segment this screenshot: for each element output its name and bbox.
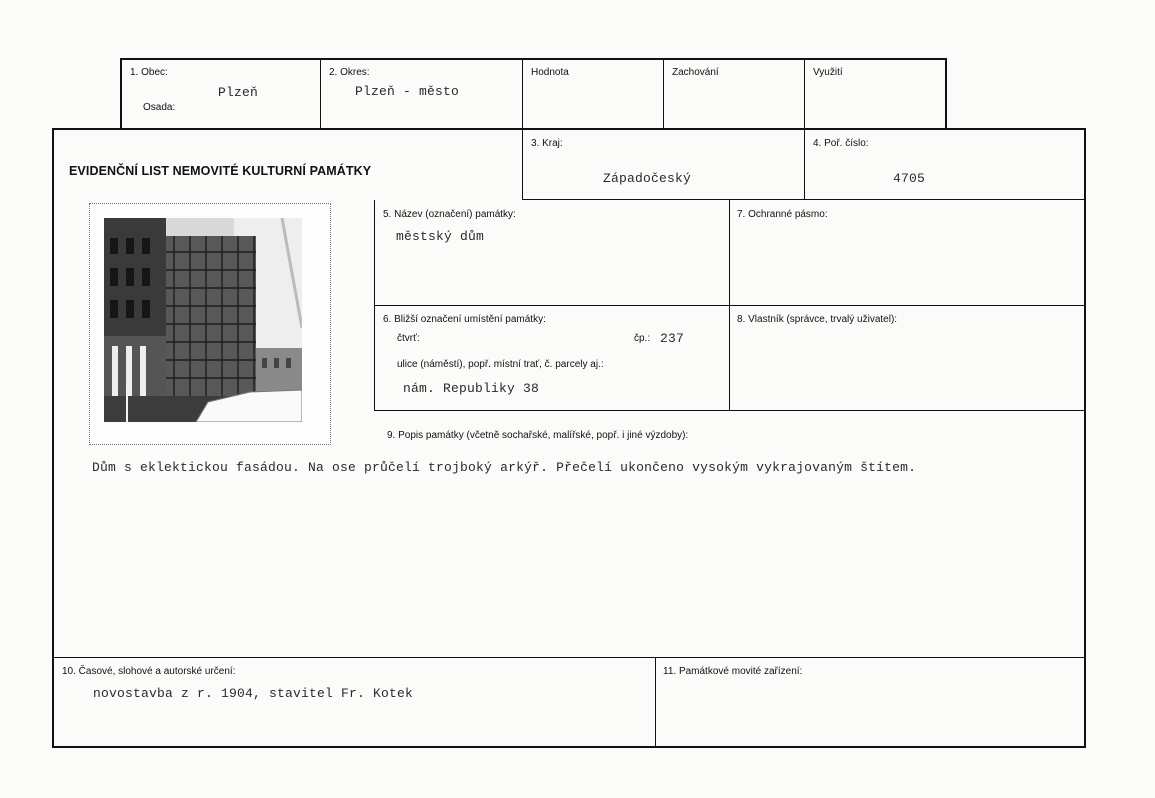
header-divider-1 [522, 128, 523, 200]
top-table-right-border [945, 58, 947, 129]
por-cislo-value: 4705 [893, 171, 926, 186]
mid-grid-bottom [374, 410, 1086, 411]
cp-value: 237 [660, 331, 685, 346]
main-left-border [52, 128, 54, 748]
top-table-divider-1 [320, 58, 321, 129]
ctvrt-label: čtvrť: [397, 333, 420, 344]
top-table-divider-2 [522, 58, 523, 129]
nazev-value: městský dům [396, 229, 485, 244]
mid-grid-row-line [374, 305, 1086, 306]
okres-label: 2. Okres: [329, 67, 370, 78]
cp-label: čp.: [634, 333, 651, 344]
bottom-section-divider [655, 657, 656, 747]
popis-value: Dům s eklektickou fasádou. Na ose průčelí trojboký arkýř. Přečelí ukončeno vysokým vykrajovaným štítem. [92, 460, 917, 475]
kraj-label: 3. Kraj: [531, 138, 563, 149]
hodnota-label: Hodnota [531, 67, 569, 78]
ulice-label: ulice (náměstí), popř. místní trať, č. parcely aj.: [397, 359, 604, 370]
por-cislo-label: 4. Poř. číslo: [813, 138, 869, 149]
building-photo-image [104, 218, 302, 422]
top-table-divider-4 [804, 58, 805, 129]
header-bottom-line [522, 199, 1086, 200]
kraj-value: Západočeský [603, 171, 692, 186]
bottom-section-top [52, 657, 1086, 658]
main-right-border [1084, 128, 1086, 748]
urceni-value: novostavba z r. 1904, stavitel Fr. Kotek [93, 686, 414, 701]
vlastnik-label: 8. Vlastník (správce, trvalý uživatel): [737, 314, 898, 325]
obec-label: 1. Obec: [130, 67, 168, 78]
ulice-value: nám. Republiky 38 [403, 381, 540, 396]
photo-frame [89, 203, 331, 445]
umisteni-label: 6. Bližší označení umístění památky: [383, 314, 546, 325]
main-top-border [52, 128, 1086, 130]
vyuziti-label: Využití [813, 67, 843, 78]
form-title: EVIDENČNÍ LIST NEMOVITÉ KULTURNÍ PAMÁTKY [69, 164, 372, 178]
top-table-left-border [120, 58, 122, 129]
ochranne-pasmo-label: 7. Ochranné pásmo: [737, 209, 828, 220]
building-photo [104, 218, 302, 422]
zarizeni-label: 11. Památkové movité zařízení: [663, 666, 803, 677]
nazev-label: 5. Název (označení) památky: [383, 209, 516, 220]
top-table-divider-3 [663, 58, 664, 129]
obec-value: Plzeň [218, 85, 259, 100]
popis-label: 9. Popis památky (včetně sochařské, malířské, popř. i jiné výzdoby): [387, 430, 689, 441]
header-divider-2 [804, 128, 805, 200]
urceni-label: 10. Časové, slohové a autorské určení: [62, 666, 236, 677]
zachovani-label: Zachování [672, 67, 719, 78]
top-table-top-border [120, 58, 947, 60]
okres-value: Plzeň - město [355, 84, 460, 99]
osada-label: Osada: [143, 102, 176, 113]
main-bottom-border [52, 746, 1086, 748]
